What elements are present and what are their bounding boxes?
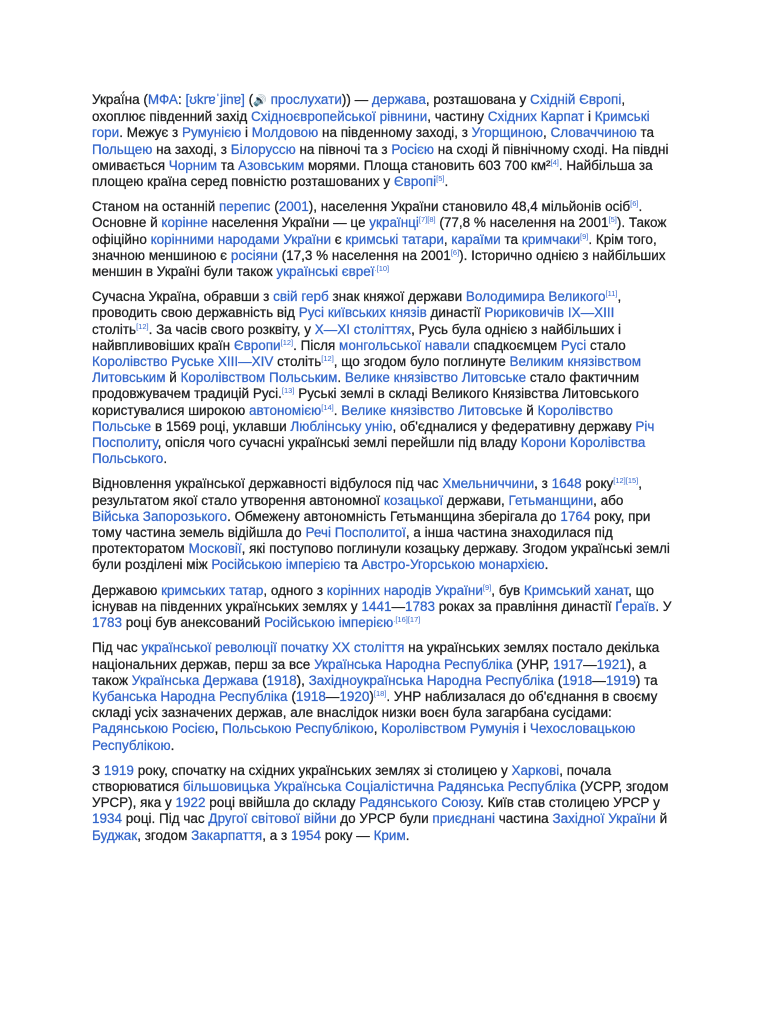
article-link[interactable]: Русі (298, 305, 325, 321)
body-text: . У (655, 598, 672, 614)
body-text: . Основне й (92, 199, 643, 231)
body-text: : (177, 92, 186, 107)
article-link[interactable]: автономією (249, 402, 322, 418)
article-link[interactable]: росіяни (230, 247, 278, 263)
article-link[interactable]: Румунією (181, 125, 242, 141)
article-link[interactable]: 1783 (92, 615, 123, 631)
body-text: морями. Площа становить 603 700 км² (304, 157, 551, 173)
body-text: Сучасна Україна, обравши з (92, 289, 274, 305)
body-text: династії (426, 305, 485, 321)
body-text: , одного з (263, 582, 327, 598)
body-text: держави, (443, 492, 509, 508)
body-text: році. Під час (122, 811, 209, 827)
article-link[interactable]: Володимира Великого (465, 289, 606, 305)
article-link[interactable]: Русі (560, 337, 587, 353)
body-text: , згодом (137, 827, 192, 843)
article-link[interactable]: української революції початку XX століття (141, 640, 405, 656)
body-text: роках за правління династії (435, 598, 616, 614)
article-link[interactable]: 1764 (560, 508, 591, 524)
body-text: — (325, 688, 340, 704)
article-link[interactable]: 1922 (175, 795, 206, 811)
body-text: )) — (341, 92, 372, 107)
reference-footnote[interactable]: [13] (281, 386, 295, 396)
reference-footnote[interactable]: [18] (373, 688, 387, 698)
body-text: Станом на останній (92, 199, 219, 215)
article-link[interactable]: Українська Соціалістична Радянська Республіка (273, 778, 577, 794)
article-link[interactable]: Королівство Руське XIII—XIV (92, 354, 274, 370)
body-text: ), а також (92, 656, 647, 688)
article-link[interactable]: 1919 (605, 672, 636, 688)
reference-footnote[interactable]: [6] (450, 247, 460, 257)
body-text: ( (287, 688, 296, 704)
body-text: . (444, 174, 449, 190)
body-text: до УРСР були (336, 811, 433, 827)
body-text: . (163, 451, 168, 467)
body-text: є (331, 231, 346, 247)
body-text: та (340, 557, 362, 573)
body-text: . Межує з (119, 125, 182, 141)
article-link[interactable]: X—XI століттях (314, 321, 412, 337)
body-text: , (373, 721, 382, 737)
article-link[interactable]: Радянського Союзу (359, 795, 481, 811)
article-link[interactable]: Європи (233, 337, 281, 353)
body-text: — (391, 598, 405, 614)
reference-footnote[interactable]: [12][15] (613, 476, 639, 486)
body-text: року (581, 476, 614, 492)
body-text: (77,8 % населення на 2001 (435, 215, 609, 231)
body-text: й (655, 811, 668, 827)
body-text: , (214, 721, 223, 737)
article-link[interactable]: Польщею (92, 141, 153, 157)
reference-footnote[interactable]: [5] (608, 215, 617, 225)
reference-footnote[interactable]: [9] (482, 582, 492, 592)
body-text: й (165, 370, 181, 386)
body-text: (УСРР, згодом УРСР), яка у (92, 778, 669, 811)
article-link[interactable]: Люблінську унію (290, 418, 393, 434)
body-text: . (333, 402, 342, 418)
body-text: , об'єдналися у федеративну державу (392, 418, 636, 434)
reference-footnote[interactable]: [9] (580, 231, 589, 241)
article-link[interactable]: Білоруссю (230, 141, 296, 157)
article-link[interactable]: Гетьманщини (508, 492, 594, 508)
reference-footnote[interactable]: [11] (605, 289, 618, 299)
article-link[interactable]: Крим (373, 827, 406, 843)
article-link[interactable]: козацької (383, 492, 444, 508)
body-text: , Русь була однією з найбільших і найвпливовіших країн (92, 321, 622, 353)
article-link[interactable]: корінних народів України (326, 582, 483, 598)
body-text: століть (92, 321, 137, 337)
body-text: Відновлення української державності відбулося під час (92, 476, 443, 492)
body-text: в 1569 році, уклавши (151, 418, 291, 434)
article-body (92, 92, 674, 853)
body-text: ) та (635, 672, 658, 688)
article-link[interactable]: Чорним (168, 157, 218, 173)
body-text: століть (273, 354, 322, 370)
body-text: . (405, 827, 410, 843)
body-text: Руські землі в складі Великого Князівства Литовського користувалися широкою (92, 386, 639, 418)
article-paragraph (92, 289, 674, 467)
body-text: , які поступово поглинули козацьку державу. Згодом українські землі були розділені між (92, 541, 670, 573)
body-text: , розташована у (425, 92, 531, 107)
body-text: на сході й північному сході. На півдні омивається (92, 141, 669, 173)
article-link[interactable]: 1920 (339, 688, 370, 704)
body-text: , проводить свою державність від (92, 289, 622, 321)
article-link[interactable]: 1648 (551, 476, 582, 492)
body-text: ), населення України становило 48,4 мільйонів осіб (308, 199, 631, 215)
body-text: — (592, 672, 606, 688)
body-text: Державою (92, 582, 162, 598)
article-link[interactable]: Східних Карпат (487, 109, 585, 125)
article-link[interactable]: Велике князівство Литовське (344, 370, 527, 386)
article-paragraph (92, 763, 674, 844)
body-text: , опісля чого сучасні українські землі перейшли під владу (157, 435, 521, 451)
article-link[interactable]: перепис (219, 199, 271, 215)
article-link[interactable]: кримських татар (161, 582, 264, 598)
article-link[interactable]: Молдовою (251, 125, 319, 141)
body-text: році був анексований (122, 615, 265, 631)
article-link[interactable]: Австро-Угорською монархією (361, 557, 545, 573)
article-link[interactable]: Кримські гори (92, 109, 650, 141)
body-text: , що згодом було поглинуте (333, 354, 510, 370)
body-text: ( (554, 672, 563, 688)
article-link[interactable]: Східноєвропейської рівнини (250, 109, 428, 125)
body-text: , результатом якої стало утворення автономної (92, 476, 643, 508)
body-text: ). Історично однією з найбільших меншин в Україні були також (92, 247, 666, 280)
body-text: (17,3 % населення на 2001 (277, 247, 451, 263)
article-link[interactable]: Кримський ханат (523, 582, 629, 598)
article-link[interactable]: 1918 (266, 672, 297, 688)
body-text: на півночі та з (295, 141, 392, 157)
body-text: і (241, 125, 252, 141)
article-link[interactable]: Російською імперією (211, 557, 341, 573)
article-paragraph (92, 92, 674, 190)
body-text: . Обмежену автономність Гетьманщина зберігала до (227, 508, 561, 524)
article-link[interactable]: держава (371, 92, 426, 107)
article-link[interactable]: 1918 (295, 688, 326, 704)
body-text: і (519, 721, 530, 737)
body-text: . (337, 370, 345, 386)
article-link[interactable]: МФА (147, 92, 178, 107)
article-link[interactable]: Українська Держава (131, 672, 259, 688)
article-link[interactable]: Речі Посполитої (305, 525, 406, 541)
body-text: Украї́на ( (92, 92, 148, 107)
body-text: , охоплює південний захід (92, 92, 626, 125)
article-link[interactable]: Закарпаття (191, 827, 263, 843)
body-text: частина (494, 811, 553, 827)
body-text: на українських землях постало декілька національних держав, перш за все (92, 640, 660, 672)
article-link[interactable]: Війська Запорозького (92, 508, 228, 524)
body-text: — (583, 656, 597, 672)
article-link[interactable]: Західної України (552, 811, 656, 827)
article-link[interactable]: більшовицька (182, 778, 271, 794)
article-link[interactable]: 1918 (562, 672, 593, 688)
body-text: З (92, 762, 104, 778)
body-text: ) (369, 688, 374, 704)
body-text: на заході, з (152, 141, 231, 157)
article-link[interactable]: київських князів (327, 305, 427, 321)
body-text: , був (491, 582, 524, 598)
article-link[interactable]: караїми (451, 231, 501, 247)
body-text: , (443, 231, 452, 247)
body-text: знак княжої держави (328, 289, 466, 305)
article-link[interactable]: Кубанська Народна Республіка (92, 688, 288, 704)
body-text: . (170, 737, 175, 753)
body-text: ( (270, 199, 279, 215)
body-text: , або (593, 492, 624, 508)
article-link[interactable]: 1917 (553, 656, 584, 672)
article-link[interactable]: 2001 (278, 199, 309, 215)
body-text: ( (258, 672, 267, 688)
article-link[interactable]: Харкові (511, 762, 560, 778)
reference-footnote[interactable]: [4] (550, 157, 559, 167)
article-link[interactable]: українські євреї (276, 264, 375, 280)
article-paragraph (92, 476, 674, 573)
body-text: року, при тому частина земель відійшла до (92, 508, 651, 541)
article-link[interactable]: Угорщиною (471, 125, 543, 141)
article-link[interactable]: Велике князівство Литовське (341, 402, 523, 418)
body-text: Під час (92, 640, 142, 656)
article-link[interactable]: Чехословацькою Республікою (92, 721, 636, 753)
article-link[interactable]: Польською Республікою (222, 721, 374, 737)
article-link[interactable]: Радянською Росією (92, 721, 215, 737)
reference-footnote[interactable]: .[10] (374, 264, 390, 274)
body-text: населення України — це (207, 215, 370, 231)
article-link[interactable]: Росією (391, 141, 435, 157)
body-text: та (500, 231, 522, 247)
article-link[interactable]: кримчаки (521, 231, 581, 247)
article-link[interactable]: свій герб (273, 289, 329, 305)
article-link[interactable]: IX—XIII (567, 305, 615, 321)
reference-footnote[interactable]: [12] (280, 337, 294, 347)
reference-footnote[interactable]: [12] (321, 354, 334, 364)
article-link[interactable]: Королівством Румунія (381, 721, 520, 737)
article-link[interactable]: Королівство Польське (92, 402, 613, 434)
reference-footnote[interactable]: [14] (321, 402, 334, 412)
article-link[interactable]: Московії (188, 541, 242, 557)
body-text: , почала створюватися (92, 762, 612, 794)
article-link[interactable]: Західноукраїнська Народна Республіка (308, 672, 555, 688)
article-link[interactable]: 1921 (596, 656, 627, 672)
body-text: , а з (262, 827, 291, 843)
article-link[interactable]: 1441 (361, 598, 392, 614)
body-text: . Крім того, значною меншиною є (92, 231, 657, 263)
reference-footnote[interactable]: [6] (630, 199, 639, 209)
body-text: та (636, 125, 655, 141)
article-link[interactable]: Річ Посполиту (92, 418, 655, 451)
body-text: . (544, 557, 549, 573)
body-text: спадкоємцем (469, 337, 561, 353)
article-link[interactable]: Великим князівством Литовським (92, 354, 642, 386)
article-link[interactable]: прослухати (270, 92, 342, 107)
reference-footnote[interactable]: [5] (436, 174, 445, 184)
article-link[interactable]: Буджак (92, 827, 138, 843)
body-text: . Після (293, 337, 340, 353)
article-link[interactable]: Азовським (238, 157, 305, 173)
body-text: . Київ став столицею УРСР у (480, 795, 660, 811)
article-link[interactable]: Словаччиною (550, 125, 637, 141)
article-link[interactable]: 1934 (92, 811, 123, 827)
body-text: , а інша частина знаходилася під протекторатом (92, 525, 613, 557)
body-text: . Найбільша за площею країна серед повністю розташованих у (92, 157, 653, 190)
article-link[interactable]: Хмельниччини (442, 476, 535, 492)
body-text: стало (586, 337, 626, 353)
body-text: ). Також офіційно (92, 215, 667, 247)
speaker-icon[interactable]: 🔊 (253, 95, 267, 107)
body-text: році ввійшла до складу (205, 795, 360, 811)
article-link[interactable]: Королівством Польським (180, 370, 338, 386)
article-link[interactable]: Російською імперією (264, 615, 394, 631)
body-text: . УНР наблизалася до об'єднання в своєму складі усіх зазначених держав, але внаслідок низки воєн була загарбана сусідами: (92, 688, 658, 721)
body-text: ), (296, 672, 309, 688)
body-text: та (217, 157, 239, 173)
article-link[interactable]: Ґераїв (615, 598, 656, 614)
reference-footnote[interactable]: .[16][17] (393, 615, 421, 625)
article-link[interactable]: Європі (393, 174, 437, 190)
body-text: , частину (427, 109, 488, 125)
body-text: року, спочатку на східних українських землях зі столицею у (133, 762, 512, 778)
body-text: (УНР, (512, 656, 554, 672)
article-link[interactable]: [ʊkrɐˈjinɐ] (185, 92, 245, 107)
reference-footnote[interactable]: [7][8] (418, 215, 436, 225)
body-text: , (543, 125, 551, 141)
body-text: . За часів свого розквіту, у (148, 321, 315, 337)
article-link[interactable]: українці (369, 215, 419, 231)
body-text: , з (534, 476, 552, 492)
body-text: стало фактичним продовжувачем традицій Русі. (92, 370, 640, 402)
body-text: і (584, 109, 595, 125)
article-paragraph (92, 199, 674, 280)
body-text: ( (244, 92, 254, 107)
article-paragraph (92, 640, 674, 753)
article-link[interactable]: монгольської навали (339, 337, 470, 353)
article-link[interactable]: корінними народами України (150, 231, 331, 247)
article-paragraph (92, 583, 674, 632)
article-link[interactable]: Українська Народна Республіка (314, 656, 513, 672)
article-link[interactable]: Рюриковичів (484, 305, 565, 321)
article-link[interactable]: 1783 (404, 598, 436, 614)
body-text: й (522, 402, 538, 418)
body-text: , що існував на південних українських землях у (92, 582, 655, 614)
article-link[interactable]: корінне (161, 215, 208, 231)
article-link[interactable]: 1919 (103, 762, 134, 778)
body-text: на південному заході, з (318, 125, 472, 141)
article-link[interactable]: Другої світової війни (208, 811, 337, 827)
article-link[interactable]: 1954 (290, 827, 321, 843)
reference-footnote[interactable]: [12] (136, 321, 149, 331)
body-text: року — (320, 827, 374, 843)
article-link[interactable]: Східній Європі (530, 92, 622, 107)
article-link[interactable]: приєднані (432, 811, 495, 827)
article-link[interactable]: Корони Королівства Польського (92, 435, 646, 467)
article-link[interactable]: кримські татари (345, 231, 444, 247)
